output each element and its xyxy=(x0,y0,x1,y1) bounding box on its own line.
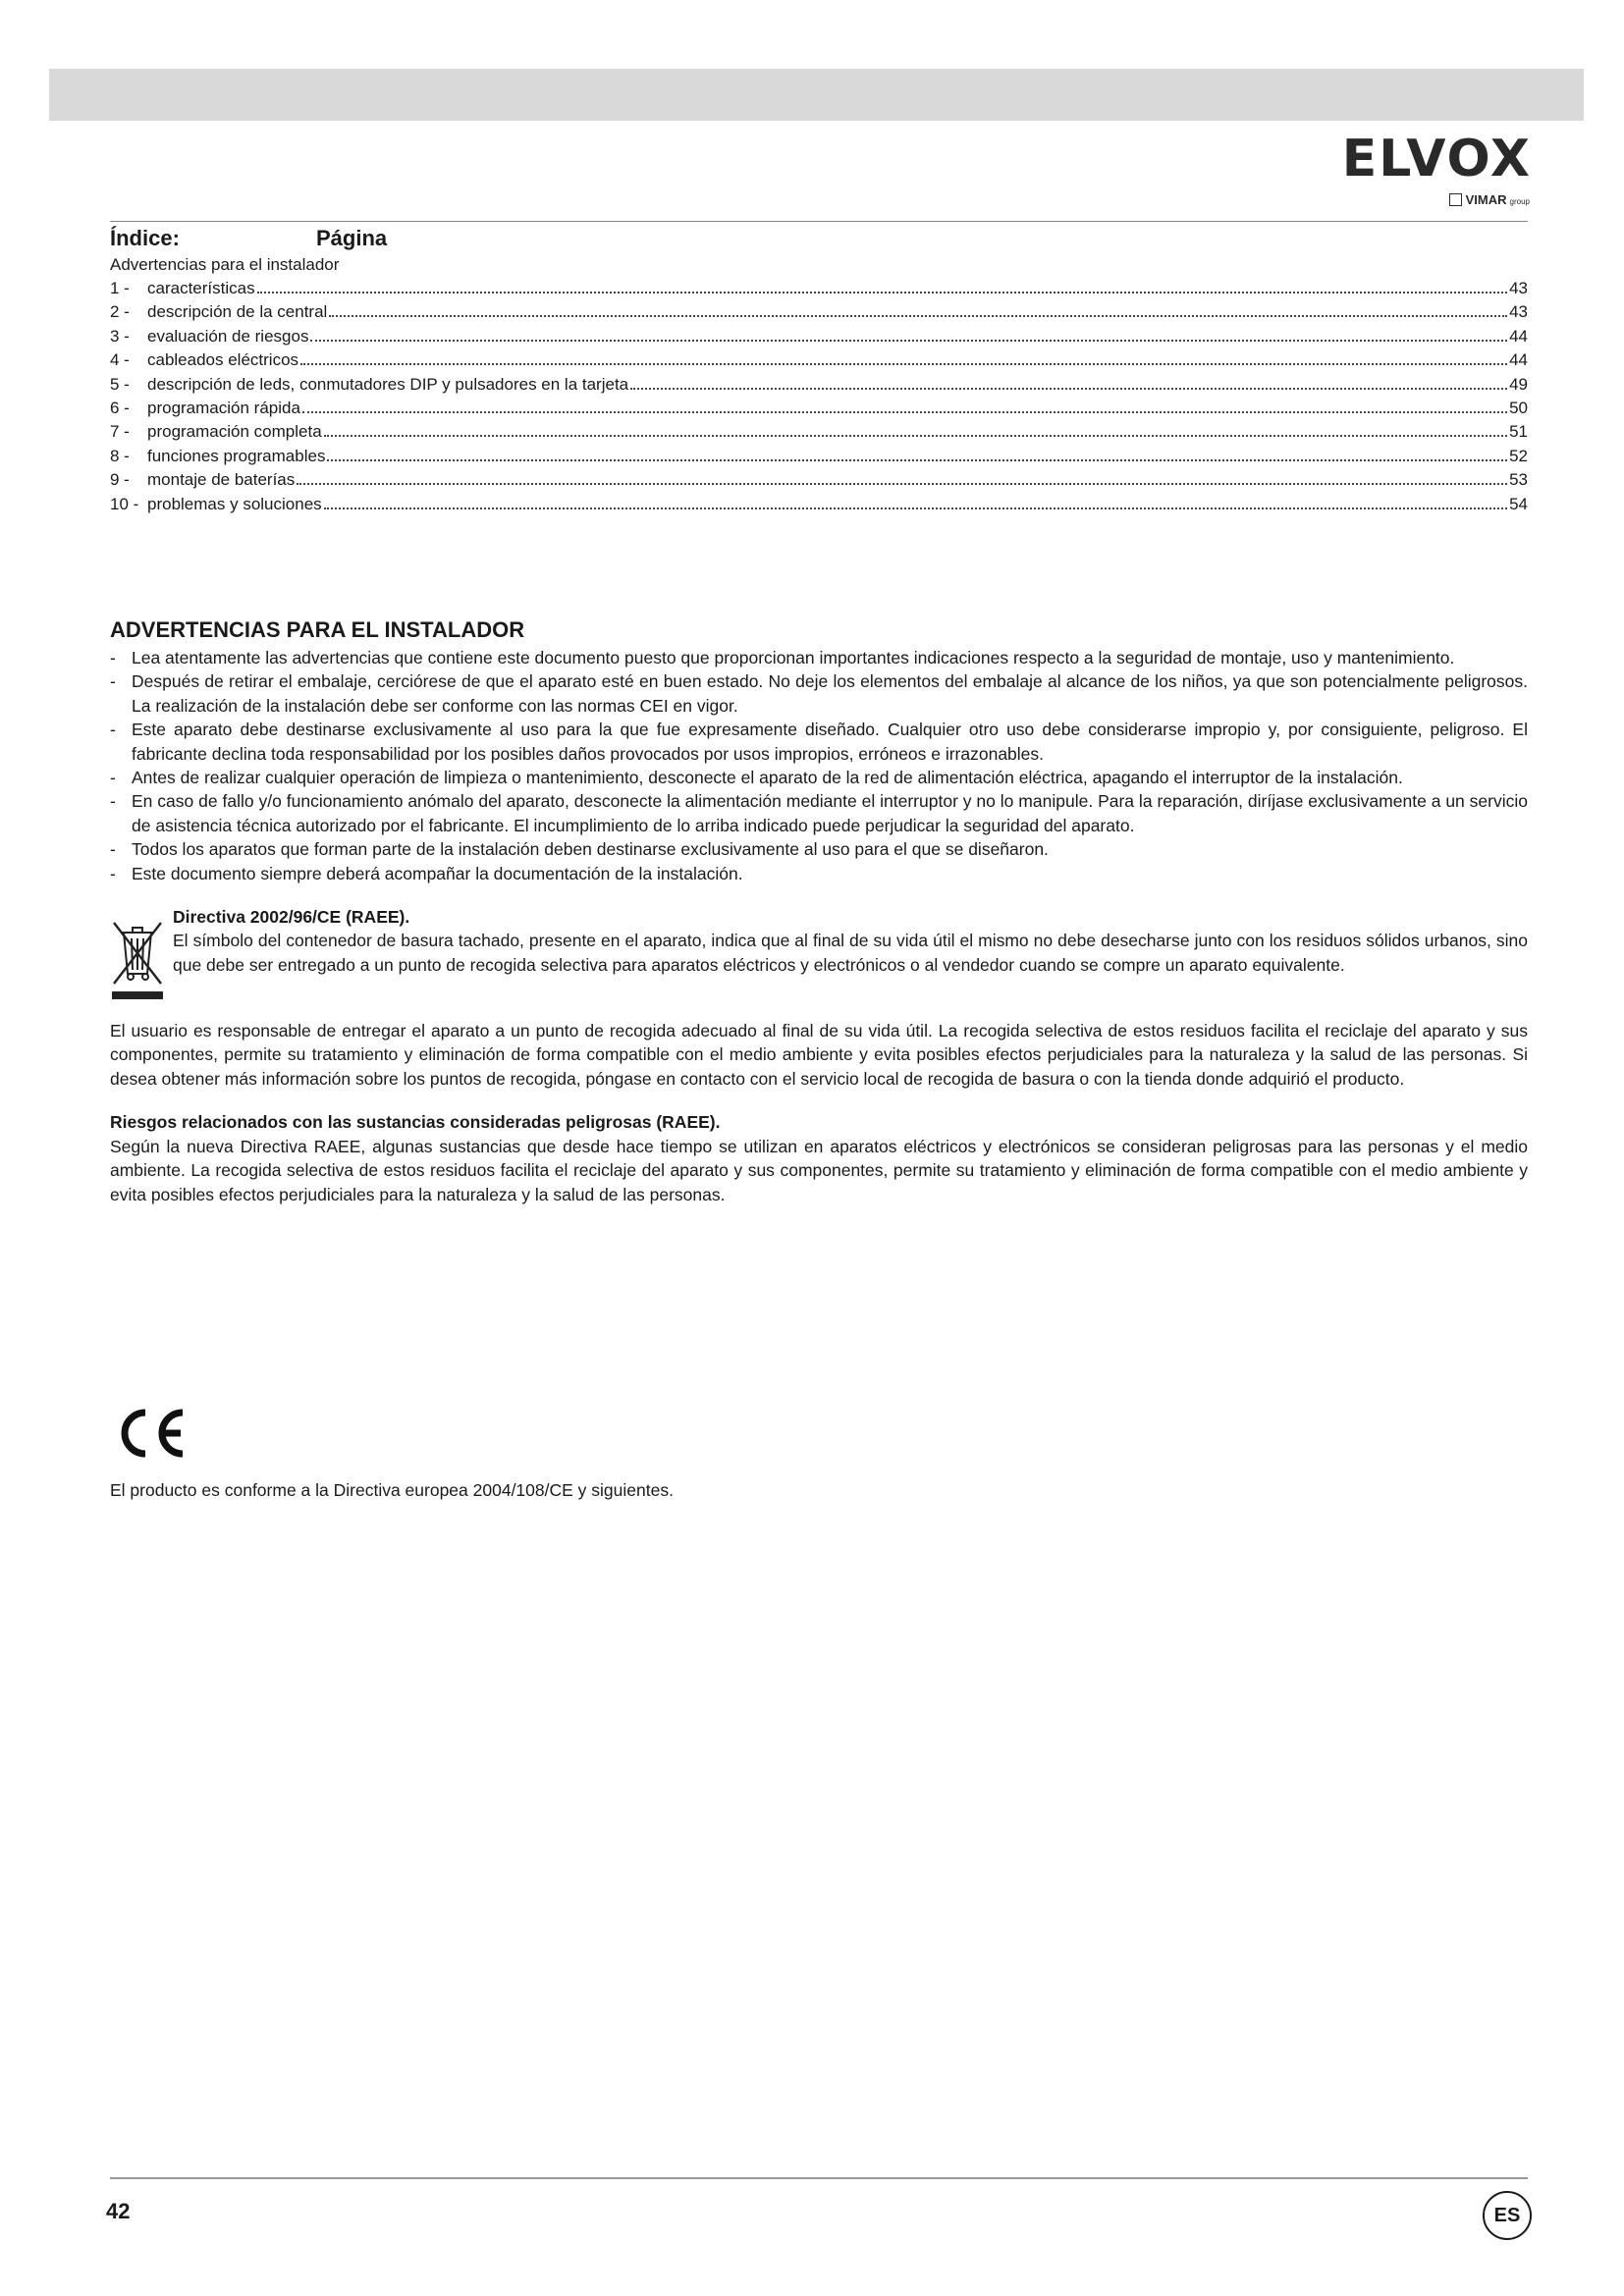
raee-title: Directiva 2002/96/CE (RAEE). xyxy=(173,907,410,928)
toc-item-label: características xyxy=(147,279,255,297)
toc-heading-page: Página xyxy=(316,226,388,250)
toc-leader-dots xyxy=(257,291,1507,294)
toc-item-page: 44 xyxy=(1509,326,1528,346)
page-number: 42 xyxy=(106,2199,131,2223)
toc-item[interactable] xyxy=(110,325,1528,348)
toc-item-label: cableados eléctricos xyxy=(147,350,299,370)
bullet-dash: - xyxy=(110,648,116,667)
warnings-list xyxy=(110,646,1528,885)
table-of-contents xyxy=(110,224,1528,516)
warning-item xyxy=(110,669,1528,718)
warning-item xyxy=(110,837,1528,861)
toc-item[interactable] xyxy=(110,348,1528,372)
warning-text: En caso de fallo y/o funcionamiento anómalo del aparato, desconecte la alimentación mediante el interruptor y no lo manipule. Para la reparación, diríjase exclusivamente a un servicio de asistencia técnica autorizado por el fabricante. El incumplimiento de lo arriba indicado puede perjudicar la seguridad del aparato. xyxy=(132,791,1528,835)
toc-item-page: 52 xyxy=(1509,446,1528,465)
raee-block xyxy=(110,905,1528,1003)
warning-item xyxy=(110,718,1528,766)
bullet-dash: - xyxy=(110,839,116,860)
toc-leader-dots xyxy=(329,314,1507,317)
bullet-dash: - xyxy=(110,720,116,740)
toc-leader-dots xyxy=(300,362,1507,365)
toc-item-number: 5 - xyxy=(110,374,130,394)
toc-leader-dots xyxy=(324,507,1507,509)
toc-item-page: 50 xyxy=(1509,398,1528,417)
warnings-title: ADVERTENCIAS PARA EL INSTALADOR xyxy=(110,617,525,642)
toc-item-label: montaje de baterías xyxy=(147,470,296,490)
warning-item xyxy=(110,789,1528,837)
warning-text: Este documento siempre deberá acompañar la documentación de la instalación. xyxy=(132,863,743,883)
toc-item-page: 43 xyxy=(1509,279,1528,297)
bullet-dash: - xyxy=(110,791,116,812)
risks-text: Según la nueva Directiva RAEE, algunas sustancias que desde hace tiempo se utilizan en aparatos eléctricos y electrónicos se consideran peligrosas para las personas y el medio ambiente. La recogida selectiva de estos residuos facilita el reciclaje del aparato y sus componentes, permite su tratamiento y eliminación de forma compatible con el medio ambiente y evita posibles efectos perjudiciales para la naturaleza y la salud de las personas. xyxy=(110,1136,1528,1204)
vimar-icon xyxy=(1449,193,1462,206)
ce-statement: El producto es conforme a la Directiva europea 2004/108/CE y siguientes. xyxy=(110,1480,674,1500)
vimar-text: VIMAR xyxy=(1465,192,1507,207)
toc-leader-dots xyxy=(302,410,1507,413)
elvox-logo xyxy=(1335,130,1532,210)
bullet-dash: - xyxy=(110,863,116,883)
warning-text: Este aparato debe destinarse exclusivamente al uso para la que fue expresamente diseñado. Cualquier otro uso debe considerarse impropio y, por consiguiente, peligroso. El fabricante declina toda responsabilidad por los posibles daños provocados por usos impropios, erróneos e irrazonables. xyxy=(132,720,1528,764)
logo-wordmark: ELVOX xyxy=(1341,130,1532,188)
warning-text: Después de retirar el embalaje, cerciórese de que el aparato esté en buen estado. No deje los elementos del embalaje al alcance de los niños, ya que son potencialmente peligrosos. La realización de la instalación debe ser conforme con las normas CEI en vigor. xyxy=(132,671,1528,716)
warning-text: Todos los aparatos que forman parte de la instalación deben destinarse exclusivamente al uso para el que se diseñaron. xyxy=(132,839,1049,860)
header-band xyxy=(49,69,1584,121)
toc-subtitle: Advertencias para el instalador xyxy=(110,255,340,274)
header-divider xyxy=(110,221,1528,222)
toc-item[interactable] xyxy=(110,300,1528,324)
toc-item-page: 43 xyxy=(1509,302,1528,322)
toc-item-number: 4 - xyxy=(110,350,130,370)
toc-leader-dots xyxy=(630,387,1507,390)
toc-item-label: problemas y soluciones xyxy=(147,494,322,513)
toc-item-page: 51 xyxy=(1509,422,1528,442)
warnings-section xyxy=(110,616,1528,1206)
toc-list xyxy=(110,277,1528,516)
toc-item[interactable] xyxy=(110,420,1528,444)
warning-item xyxy=(110,766,1528,789)
toc-item[interactable] xyxy=(110,445,1528,468)
toc-leader-dots xyxy=(310,339,1507,342)
toc-item-number: 7 - xyxy=(110,422,130,442)
raee-text: El símbolo del contenedor de basura tachado, presente en el aparato, indica que al final de su vida útil el mismo no debe desecharse junto con los residuos sólidos urbanos, sino que debe ser entregado a un punto de recogida selectiva para aparatos eléctricos y electrónicos o al vendedor cuando se compre un aparato equivalente. xyxy=(173,931,1528,975)
bullet-dash: - xyxy=(110,768,116,788)
language-badge: ES xyxy=(1483,2191,1532,2240)
ce-mark-icon xyxy=(110,1404,189,1463)
toc-item-label: programación completa xyxy=(147,422,322,442)
toc-heading xyxy=(110,224,1528,253)
raee-paragraph: El usuario es responsable de entregar el aparato a un punto de recogida adecuado al final de su vida útil. La recogida selectiva de estos residuos facilita el reciclaje del aparato y sus componentes, permite su tratamiento y eliminación de forma compatible con el medio ambiente y evita posibles efectos perjudiciales para la naturaleza y la salud de las personas. Si desea obtener más información sobre los puntos de recogida, póngase en contacto con el servicio local de recogida de basura o con la tienda donde adquirió el producto. xyxy=(110,1021,1528,1089)
toc-heading-index: Índice: xyxy=(110,226,180,250)
warning-item xyxy=(110,862,1528,885)
group-text: group xyxy=(1509,197,1530,206)
toc-item[interactable] xyxy=(110,468,1528,492)
bullet-dash: - xyxy=(110,671,116,692)
toc-item-label: evaluación de riesgos xyxy=(147,326,309,346)
vimar-group-mark xyxy=(1449,192,1530,207)
warning-item xyxy=(110,646,1528,669)
toc-item-page: 44 xyxy=(1509,350,1528,370)
toc-item-number: 10 - xyxy=(110,494,139,513)
toc-item[interactable] xyxy=(110,397,1528,420)
toc-item[interactable] xyxy=(110,277,1528,300)
toc-item-label: programación rápida xyxy=(147,398,300,417)
risks-title: Riesgos relacionados con las sustancias consideradas peligrosas (RAEE). xyxy=(110,1112,721,1133)
toc-item-label: descripción de leds, conmutadores DIP y pulsadores en la tarjeta xyxy=(147,374,629,394)
toc-item-label: funciones programables xyxy=(147,446,326,465)
footer-divider xyxy=(110,2177,1528,2179)
toc-leader-dots xyxy=(324,434,1507,437)
toc-item-number: 9 - xyxy=(110,470,130,490)
toc-item-number: 2 - xyxy=(110,302,130,322)
toc-item-number: 6 - xyxy=(110,398,130,417)
toc-leader-dots xyxy=(327,458,1507,461)
crossed-bin-icon xyxy=(110,915,165,1001)
toc-item[interactable] xyxy=(110,373,1528,397)
toc-item-page: 49 xyxy=(1509,374,1528,394)
warning-text: Antes de realizar cualquier operación de limpieza o mantenimiento, desconecte el aparato de la red de alimentación eléctrica, apagando el interruptor de la instalación. xyxy=(132,768,1403,788)
toc-item-number: 8 - xyxy=(110,446,130,465)
toc-item-number: 3 - xyxy=(110,326,130,346)
toc-leader-dots xyxy=(297,482,1507,485)
toc-item-page: 53 xyxy=(1509,470,1528,490)
toc-item[interactable] xyxy=(110,493,1528,516)
toc-item-page: 54 xyxy=(1509,494,1528,513)
toc-item-label: descripción de la central xyxy=(147,302,328,322)
warning-text: Lea atentamente las advertencias que contiene este documento puesto que proporcionan importantes indicaciones respecto a la seguridad de montaje, uso y mantenimiento. xyxy=(132,648,1455,667)
toc-item-number: 1 - xyxy=(110,279,130,297)
